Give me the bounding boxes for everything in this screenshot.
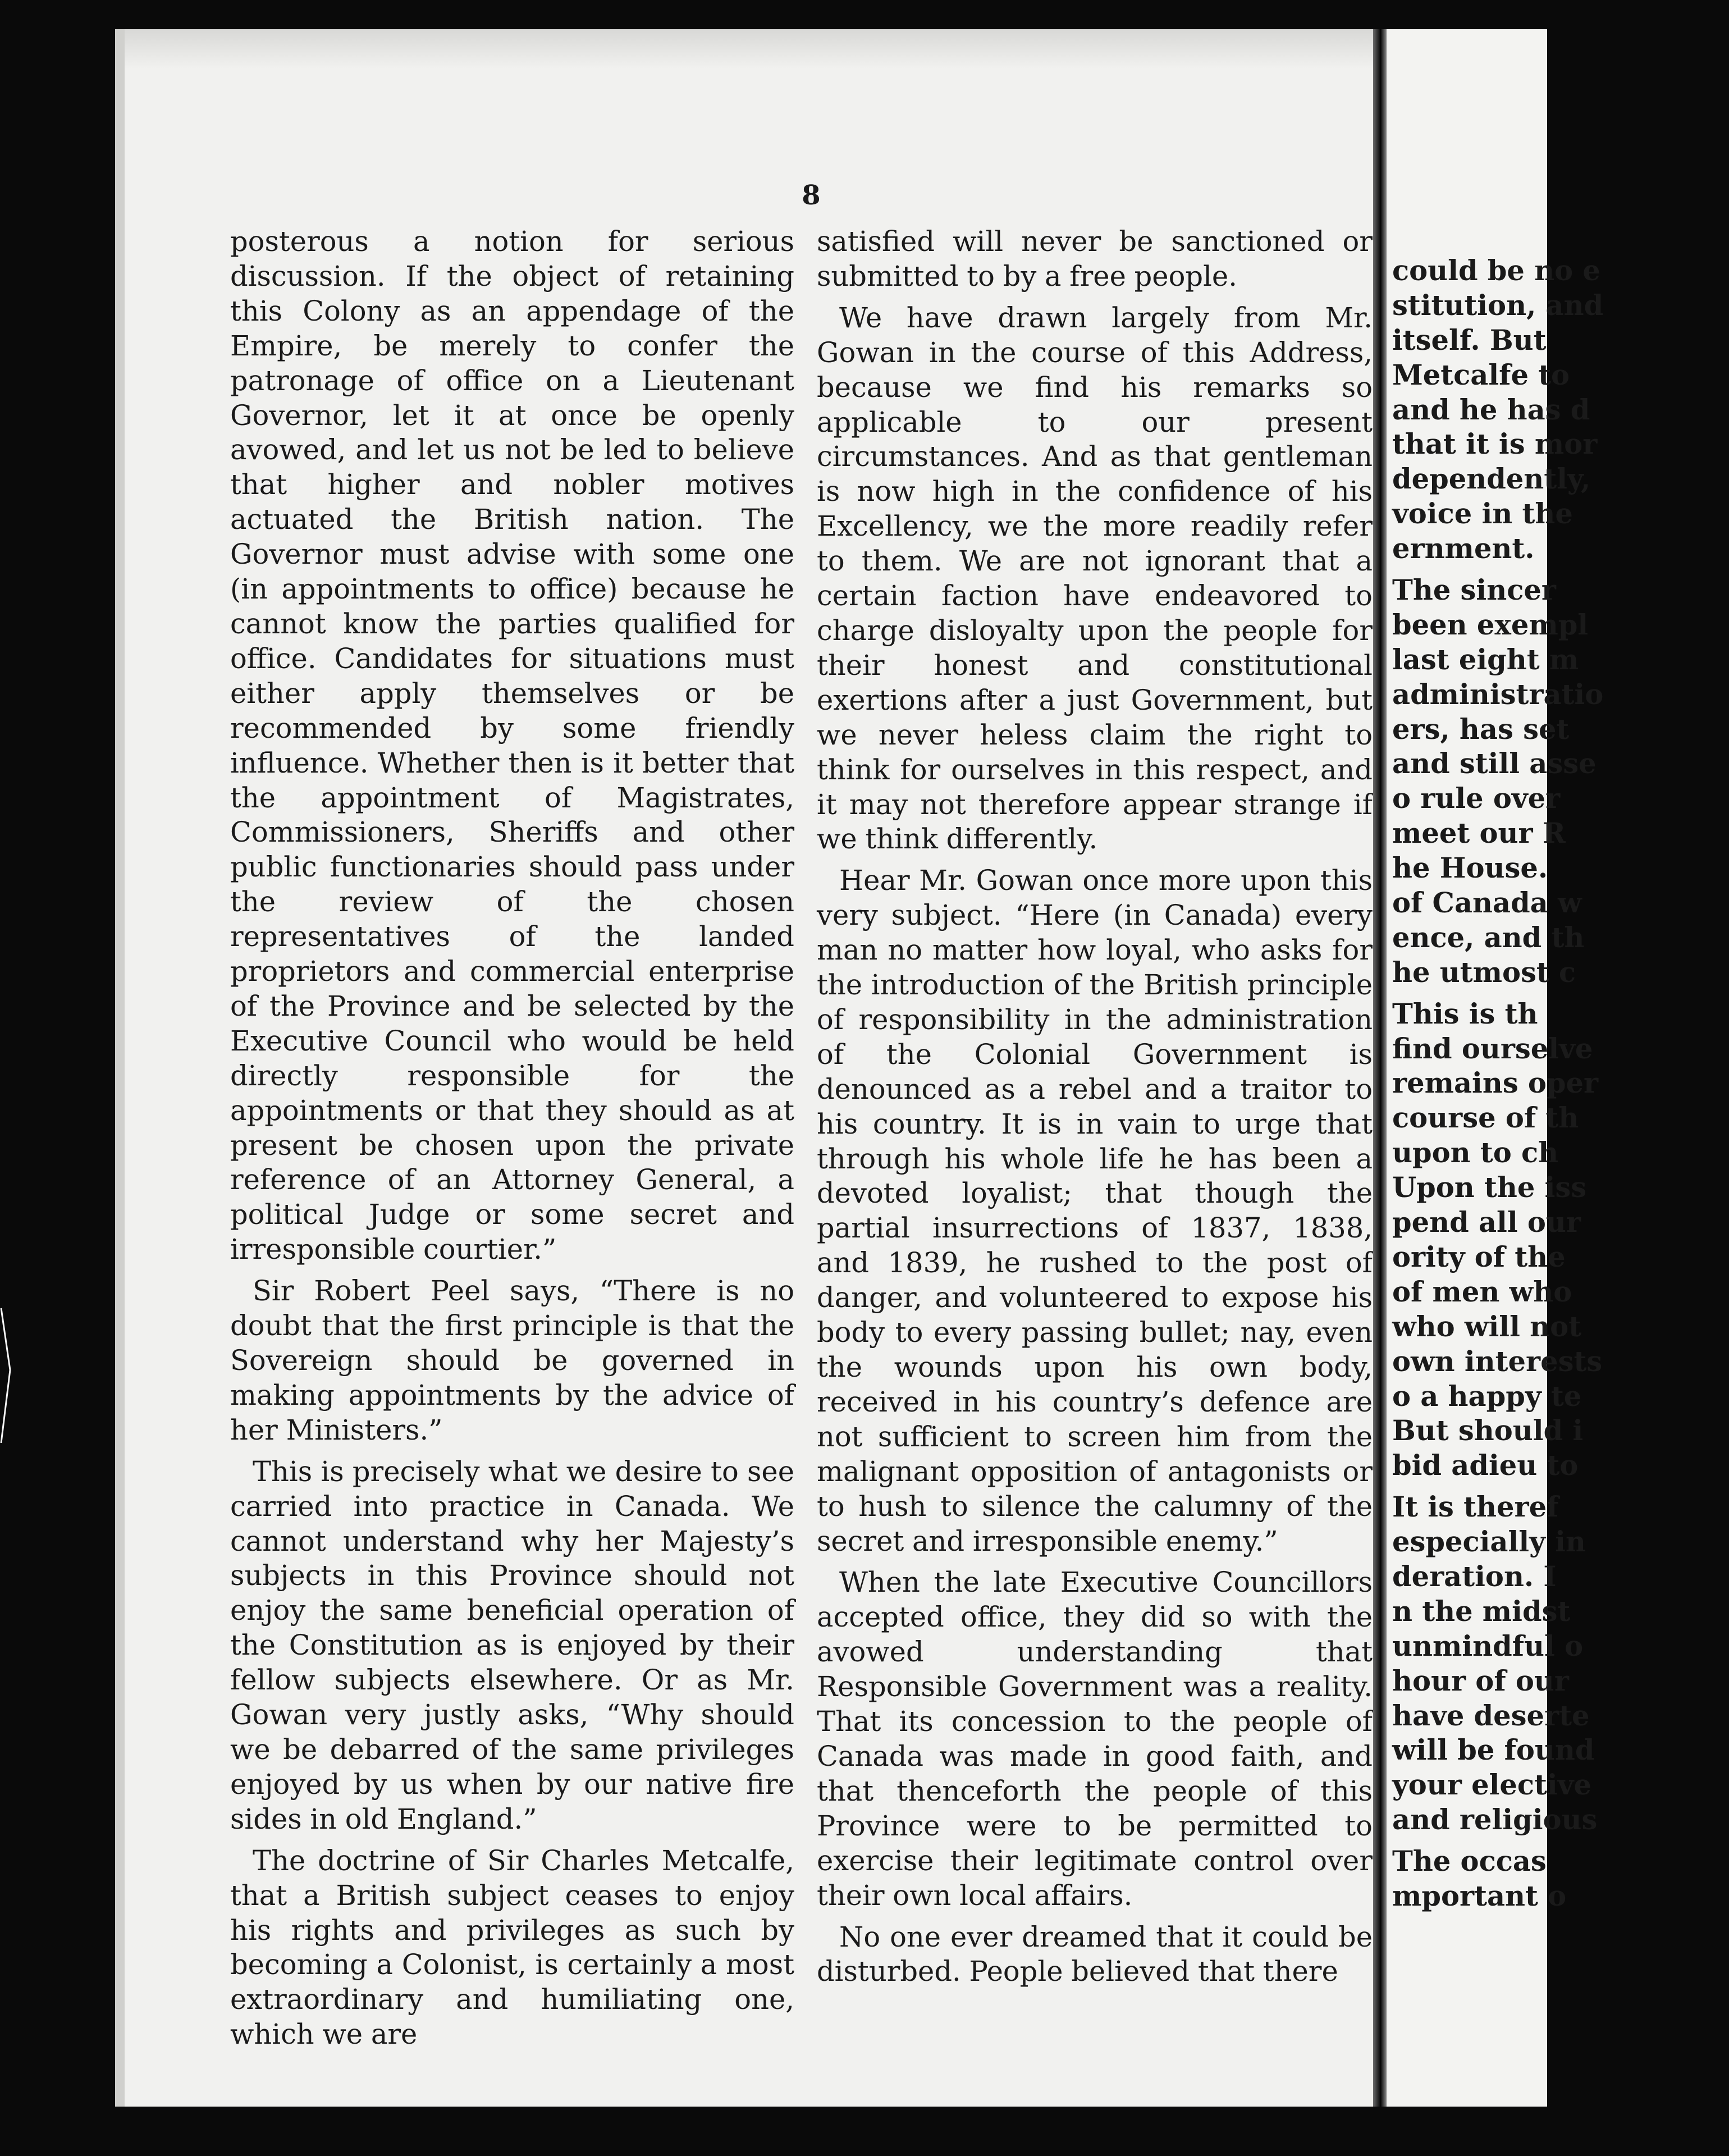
paragraph: satisfied will never be sanctioned or submitted to by a free people. xyxy=(817,225,1373,293)
right-column-line: stitution, and xyxy=(1392,289,1604,322)
right-column-line: have deserte xyxy=(1392,1699,1590,1732)
right-column-line: It is theref xyxy=(1392,1491,1559,1524)
right-column-line: ers, has set xyxy=(1392,712,1570,746)
right-column-line: The occas xyxy=(1392,1845,1547,1878)
right-column-line: and religious xyxy=(1392,1803,1598,1837)
right-column-line: own interests xyxy=(1392,1345,1603,1378)
right-column-line: hour of our xyxy=(1392,1664,1569,1697)
right-column-line: he House. xyxy=(1392,852,1548,885)
right-column-line: bid adieu to xyxy=(1392,1449,1579,1482)
right-column-line: and he has d xyxy=(1392,393,1590,426)
right-column-line: of men who xyxy=(1392,1275,1572,1308)
right-column-line: ernment. xyxy=(1392,532,1535,565)
right-column-line: o rule over xyxy=(1392,782,1561,815)
right-page xyxy=(1387,29,1604,2107)
text-column-right-cropped xyxy=(1387,254,1729,1914)
right-column-line: could be no e xyxy=(1392,254,1600,287)
right-column-line: mportant o xyxy=(1392,1879,1567,1912)
right-column-line: ence, and th xyxy=(1392,921,1585,954)
right-column-line: pend all our xyxy=(1392,1206,1581,1239)
right-column-line: ority of the xyxy=(1392,1240,1566,1273)
text-column-left xyxy=(230,225,794,2052)
right-column-line: voice in the xyxy=(1392,497,1573,531)
right-column-line: of Canada w xyxy=(1392,887,1582,920)
right-column-line: upon to ch xyxy=(1392,1136,1559,1170)
paragraph: posterous a notion for serious discussion. If the object of retaining this Colony as an appendage of the Empire, be merely to confer the patronage of office on a Lieutenant Governor, let it at once be openly avowed, and let us not be led to believe that higher and nobler motives actuated the British nation. The Governor must advise with some one (in appointments to office) because he cannot know the parties qualified for office. Candidates for situations must either apply themselves or be recommended by some friendly influence. Whether then is it better that the appointment of Magistrates, Commissioners, Sheriffs and other public functionaries should pass under the review of the chosen representatives of the landed proprietors and commercial enterprise of the Province and be selected by the Executive Council who would be held directly responsible for the appointments or that they should as at present be chosen upon the private reference of an Attorney General, a political Judge or some secret and irresponsible courtier.” xyxy=(230,225,794,1266)
margin-mark xyxy=(0,1303,12,1449)
right-column-line: But should i xyxy=(1392,1414,1584,1447)
right-column-line: The sincer xyxy=(1392,574,1556,607)
page-gutter xyxy=(1373,29,1387,2107)
paragraph: The doctrine of Sir Charles Metcalfe, that a British subject ceases to enjoy his rights and privileges as such by becoming a Colonist, is certainly a most extraordinary and humiliating one, which we are xyxy=(230,1844,794,2051)
right-column-line: n the midst xyxy=(1392,1595,1571,1628)
right-column-line: unmindful o xyxy=(1392,1629,1584,1662)
right-column-line: This is th xyxy=(1392,997,1538,1030)
right-column-line: administratio xyxy=(1392,678,1604,711)
right-column-line: especially in xyxy=(1392,1525,1586,1559)
right-column-line: meet our R xyxy=(1392,817,1566,850)
right-column-line: Metcalfe to xyxy=(1392,358,1570,391)
right-column-line: last eight m xyxy=(1392,643,1579,676)
right-column-line: remains oper xyxy=(1392,1067,1599,1100)
paragraph: When the late Executive Councillors accepted office, they did so with the avowed understanding that Responsible Government was a reality. That its concession to the people of Canada was made in good faith, and that thenceforth the people of this Province were to be permitted to exercise their legitimate control over their own local affairs. xyxy=(817,1566,1373,1912)
paragraph: Sir Robert Peel says, “There is no doubt that the first principle is that the Sovereign should be governed in making appointments by the advice of her Ministers.” xyxy=(230,1275,794,1446)
page-number: 8 xyxy=(802,180,821,211)
paragraph: No one ever dreamed that it could be disturbed. People believed that there xyxy=(817,1920,1373,1988)
right-column-line: Upon the iss xyxy=(1392,1171,1587,1204)
right-column-line: he utmost c xyxy=(1392,956,1576,989)
right-column-line: itself. But xyxy=(1392,323,1547,357)
right-column-line: will be found xyxy=(1392,1734,1595,1767)
paragraph: We have drawn largely from Mr. Gowan in the course of this Address, because we find his remarks so applicable to our present circumstances. And as that gentleman is now high in the confidence of his Excellency, we the more readily refer to them. We are not ignorant that a certain faction have endeavored to charge disloyalty upon the people for their honest and constitutional exertions after a just Government, but we never heless claim the right to think for ourselves in this respect, and it may not therefore appear strange if we think differently. xyxy=(817,301,1373,856)
paragraph: Hear Mr. Gowan once more upon this very subject. “Here (in Canada) every man no matter how loyal, who asks for the introduction of the British principle of responsibility in the administration of the Colonial Government is denounced as a rebel and a traitor to his country. It is in vain to urge that through his whole life he has been a devoted loyalist; that though the partial insurrections of 1837, 1838, and 1839, he rushed to the post of danger, and volunteered to expose his body to every passing bullet; nay, even the wounds upon his own body, received in his country’s defence are not sufficient to screen him from the malignant opposition of antagonists or to hush to silence the calumny of the secret and irresponsible enemy.” xyxy=(817,864,1373,1557)
right-column-line: dependently, xyxy=(1392,463,1591,496)
right-column-line: that it is mor xyxy=(1392,428,1598,461)
right-column-line: and still asse xyxy=(1392,747,1597,780)
right-column-line: deration. I xyxy=(1392,1560,1557,1593)
text-column-middle xyxy=(817,225,1373,1989)
right-column-line: your elective xyxy=(1392,1769,1591,1802)
right-column-line: been exempl xyxy=(1392,608,1589,641)
right-column-line: course of th xyxy=(1392,1102,1579,1135)
right-column-line: o a happy te xyxy=(1392,1380,1582,1413)
page-edge xyxy=(115,29,125,2107)
right-column-line: find ourselve xyxy=(1392,1032,1593,1065)
paragraph: This is precisely what we desire to see carried into practice in Canada. We cannot understand why her Majesty’s subjects in this Province should not enjoy the same beneficial operation of the Constitution as is enjoyed by their fellow subjects elsewhere. Or as Mr. Gowan very justly asks, “Why should we be debarred of the same privileges enjoyed by us when by our native fire sides in old England.” xyxy=(230,1455,794,1835)
right-column-line: who will not xyxy=(1392,1310,1581,1343)
